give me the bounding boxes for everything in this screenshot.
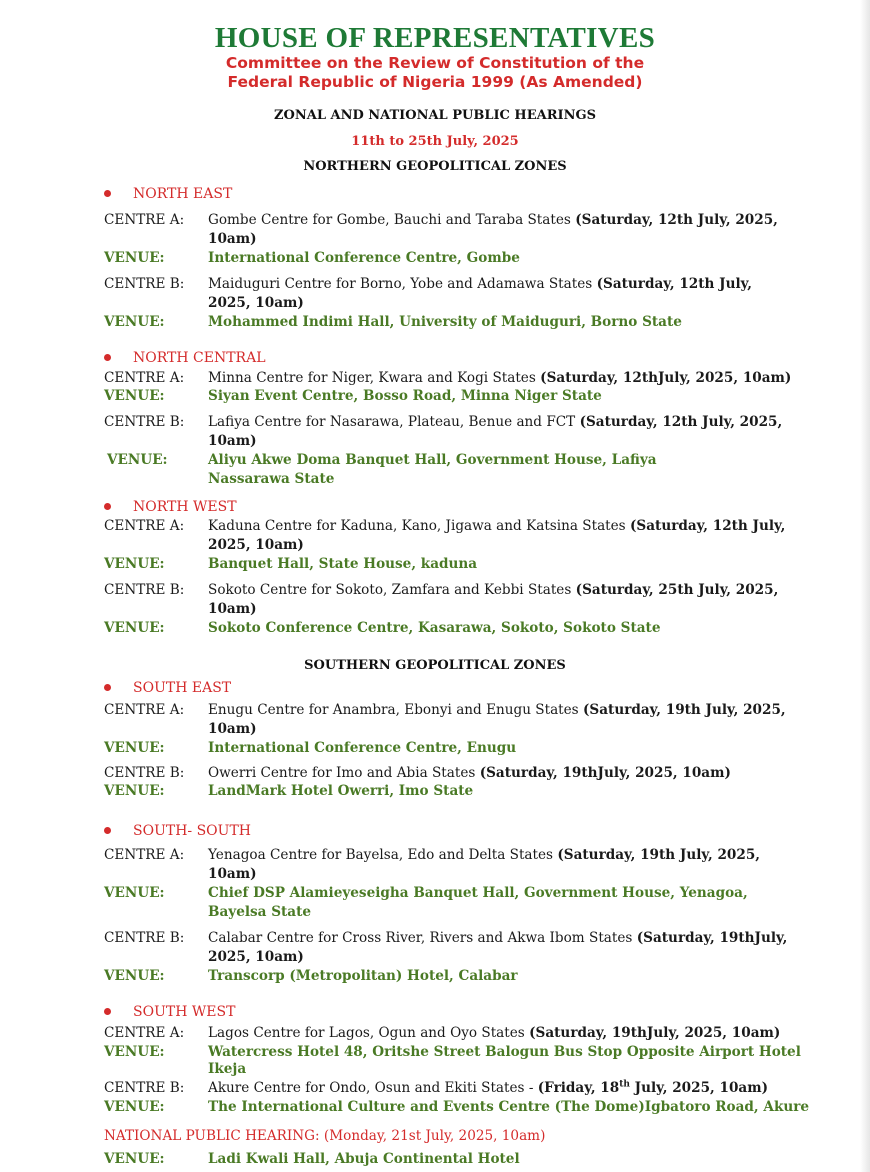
venue-text: The International Culture and Events Centre (The Dome)Igbatoro Road, Akure xyxy=(208,1099,810,1115)
northern-zones-heading: NORTHERN GEOPOLITICAL ZONES xyxy=(303,159,567,174)
venue-label: VENUE: xyxy=(104,1151,165,1167)
zone-heading-north-central: NORTH CENTRAL xyxy=(104,350,266,366)
venue-label: VENUE: xyxy=(104,885,165,901)
centre-b-label: CENTRE B: xyxy=(104,414,185,430)
centre-a-time: 10am) xyxy=(208,231,257,247)
venue-label: VENUE: xyxy=(104,388,165,404)
centre-b-text: Sokoto Centre for Sokoto, Zamfara and Kebbi States (Saturday, 25th July, 2025, xyxy=(208,582,779,598)
zone-heading-south-east: SOUTH EAST xyxy=(104,680,231,696)
national-venue-text: Ladi Kwali Hall, Abuja Continental Hotel xyxy=(208,1151,520,1167)
venue-text: International Conference Centre, Enugu xyxy=(208,740,517,756)
centre-a-label: CENTRE A: xyxy=(104,212,185,228)
document-title: HOUSE OF REPRESENTATIVES xyxy=(214,22,656,54)
national-hearing-heading: NATIONAL PUBLIC HEARING: (Monday, 21st July, 2025, 10am) xyxy=(104,1128,546,1144)
zone-heading-south-west: SOUTH WEST xyxy=(104,1004,235,1020)
venue-text: Banquet Hall, State House, kaduna xyxy=(208,556,478,572)
venue-text: LandMark Hotel Owerri, Imo State xyxy=(208,783,474,799)
centre-a-label: CENTRE A: xyxy=(104,702,185,718)
centre-b-time: 2025, 10am) xyxy=(208,295,304,311)
southern-zones-heading: SOUTHERN GEOPOLITICAL ZONES xyxy=(304,658,566,673)
venue-text: Siyan Event Centre, Bosso Road, Minna Niger State xyxy=(208,388,602,404)
hearings-title: ZONAL AND NATIONAL PUBLIC HEARINGS xyxy=(274,108,596,123)
centre-a-text: Yenagoa Centre for Bayelsa, Edo and Delta States (Saturday, 19th July, 2025, xyxy=(208,847,761,863)
centre-b-text: Calabar Centre for Cross River, Rivers and Akwa Ibom States (Saturday, 19thJuly, xyxy=(208,930,788,946)
venue-text: Sokoto Conference Centre, Kasarawa, Sokoto, Sokoto State xyxy=(208,620,661,636)
zone-heading-north-west: NORTH WEST xyxy=(104,499,237,515)
venue-text: Watercress Hotel 48, Oritshe Street Balogun Bus Stop Opposite Airport Hotel xyxy=(208,1044,801,1060)
centre-b-label: CENTRE B: xyxy=(104,765,185,781)
centre-a-label: CENTRE A: xyxy=(104,1025,185,1041)
venue-label: VENUE: xyxy=(104,1099,165,1115)
venue-label: VENUE: xyxy=(104,314,165,330)
centre-a-text: Kaduna Centre for Kaduna, Kano, Jigawa and Katsina States (Saturday, 12th July, xyxy=(208,518,786,534)
venue-text: International Conference Centre, Gombe xyxy=(208,250,520,266)
venue-text-cont: Nassarawa State xyxy=(208,471,335,487)
zone-heading-south-south: SOUTH- SOUTH xyxy=(104,823,251,839)
centre-a-time: 10am) xyxy=(208,866,257,882)
bullet-icon xyxy=(104,354,111,361)
centre-a-text: Gombe Centre for Gombe, Bauchi and Taraba States (Saturday, 12th July, 2025, xyxy=(208,212,778,228)
centre-b-time: 10am) xyxy=(208,601,257,617)
centre-b-label: CENTRE B: xyxy=(104,276,185,292)
bullet-icon xyxy=(104,1008,111,1015)
venue-label: VENUE: xyxy=(104,1044,165,1060)
centre-a-time: 2025, 10am) xyxy=(208,537,304,553)
venue-text: Aliyu Akwe Doma Banquet Hall, Government House, Lafiya xyxy=(208,452,657,468)
committee-subtitle-line2: Federal Republic of Nigeria 1999 (As Amended) xyxy=(227,73,643,91)
centre-b-time: 10am) xyxy=(208,433,257,449)
venue-text: Transcorp (Metropolitan) Hotel, Calabar xyxy=(208,968,518,984)
centre-a-label: CENTRE A: xyxy=(104,370,185,386)
bullet-icon xyxy=(104,190,111,197)
venue-label: VENUE: xyxy=(104,783,165,799)
centre-a-time: 10am) xyxy=(208,721,257,737)
bullet-icon xyxy=(104,503,111,510)
committee-subtitle-line1: Committee on the Review of Constitution of the xyxy=(225,54,645,72)
centre-a-text: Lagos Centre for Lagos, Ogun and Oyo States (Saturday, 19thJuly, 2025, 10am) xyxy=(208,1025,781,1041)
venue-text: Chief DSP Alamieyeseigha Banquet Hall, Government House, Yenagoa, xyxy=(208,885,748,901)
venue-label: VENUE: xyxy=(104,556,165,572)
centre-a-label: CENTRE A: xyxy=(104,518,185,534)
venue-label: VENUE: xyxy=(104,620,165,636)
centre-b-label: CENTRE B: xyxy=(104,930,185,946)
bullet-icon xyxy=(104,827,111,834)
centre-b-time: 2025, 10am) xyxy=(208,949,304,965)
venue-label: VENUE: xyxy=(107,452,168,468)
centre-b-text: Maiduguri Centre for Borno, Yobe and Adamawa States (Saturday, 12th July, xyxy=(208,276,752,292)
centre-b-label: CENTRE B: xyxy=(104,1080,185,1096)
centre-a-text: Enugu Centre for Anambra, Ebonyi and Enugu States (Saturday, 19th July, 2025, xyxy=(208,702,786,718)
zone-heading-north-east: NORTH EAST xyxy=(104,186,232,202)
page-edge-shadow xyxy=(860,0,870,1172)
venue-label: VENUE: xyxy=(104,740,165,756)
centre-a-label: CENTRE A: xyxy=(104,847,185,863)
venue-label: VENUE: xyxy=(104,968,165,984)
venue-text-cont: Bayelsa State xyxy=(208,904,312,920)
venue-label: VENUE: xyxy=(104,250,165,266)
date-range: 11th to 25th July, 2025 xyxy=(351,134,519,149)
venue-text-cont: Ikeja xyxy=(208,1061,247,1077)
centre-b-label: CENTRE B: xyxy=(104,582,185,598)
centre-b-text: Lafiya Centre for Nasarawa, Plateau, Benue and FCT (Saturday, 12th July, 2025, xyxy=(208,414,783,430)
bullet-icon xyxy=(104,684,111,691)
centre-b-text: Owerri Centre for Imo and Abia States (Saturday, 19thJuly, 2025, 10am) xyxy=(208,765,731,781)
centre-b-text: Akure Centre for Ondo, Osun and Ekiti States - (Friday, 18th July, 2025, 10am) xyxy=(208,1079,769,1096)
centre-a-text: Minna Centre for Niger, Kwara and Kogi States (Saturday, 12thJuly, 2025, 10am) xyxy=(208,370,792,386)
venue-text: Mohammed Indimi Hall, University of Maiduguri, Borno State xyxy=(208,314,682,330)
